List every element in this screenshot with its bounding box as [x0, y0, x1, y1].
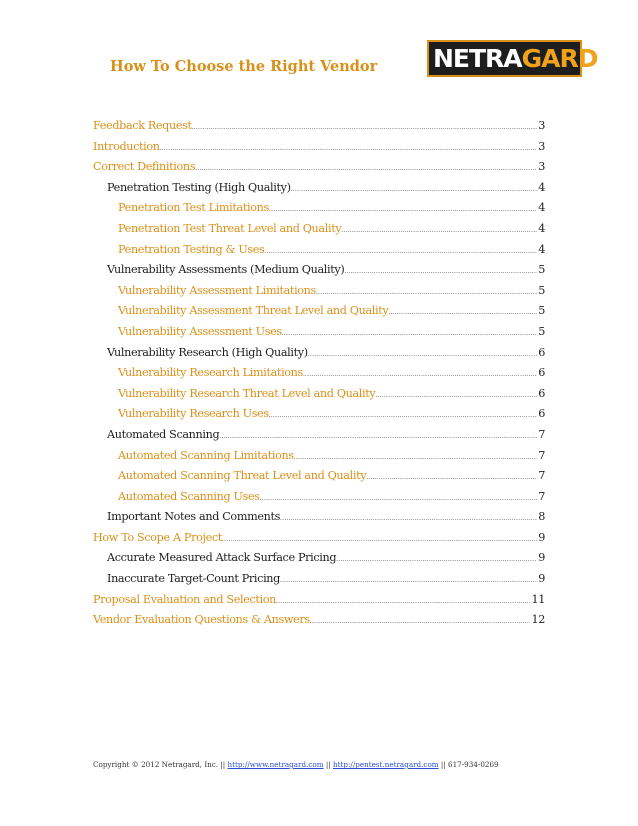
- toc-entry-title: Correct Definitions: [93, 160, 196, 174]
- toc-entry-page-number: 5: [538, 263, 545, 277]
- toc-entry-title: Vulnerability Assessment Uses: [118, 324, 282, 338]
- toc-entry-title: Vulnerability Research (High Quality): [107, 345, 308, 359]
- page-title: How To Choose the Right Vendor: [110, 58, 378, 75]
- toc-entry[interactable]: [93, 531, 545, 552]
- toc-entry-title: Penetration Test Threat Level and Quality: [118, 221, 342, 235]
- toc-dot-leader: [316, 284, 537, 297]
- toc-entry-page-number: 4: [538, 221, 545, 235]
- toc-entry-title: Feedback Request: [93, 119, 192, 132]
- footer-link-netragard[interactable]: http://www.netragard.com: [227, 760, 324, 769]
- toc-entry[interactable]: [93, 243, 545, 264]
- netragard-logo: [427, 40, 609, 77]
- toc-entry-title: Vulnerability Research Threat Level and Quality: [118, 386, 376, 400]
- toc-entry[interactable]: [93, 160, 545, 181]
- logo-trademark: TM: [598, 44, 609, 51]
- toc-entry[interactable]: [93, 490, 545, 511]
- toc-entry[interactable]: [93, 119, 545, 140]
- toc-entry[interactable]: [93, 387, 545, 408]
- toc-entry-page-number: 4: [538, 201, 545, 215]
- toc-entry-title: Penetration Test Limitations: [118, 201, 269, 215]
- toc-entry-title: Automated Scanning Limitations: [118, 448, 294, 462]
- toc-dot-leader: [222, 531, 537, 544]
- toc-dot-leader: [264, 243, 537, 256]
- toc-entry-page-number: 9: [538, 530, 545, 544]
- toc-entry[interactable]: [93, 304, 545, 325]
- toc-entry-page-number: 7: [538, 489, 545, 503]
- toc-entry[interactable]: [93, 428, 545, 449]
- toc-entry[interactable]: [93, 572, 545, 593]
- toc-entry-page-number: 5: [538, 304, 545, 318]
- toc-entry-page-number: 5: [538, 324, 545, 338]
- toc-dot-leader: [260, 490, 538, 503]
- toc-dot-leader: [280, 510, 537, 523]
- toc-entry[interactable]: [93, 449, 545, 470]
- toc-entry-page-number: 3: [538, 139, 545, 153]
- table-of-contents: [93, 119, 545, 634]
- toc-entry-title: Automated Scanning Uses: [118, 489, 260, 503]
- toc-entry-page-number: 7: [538, 469, 545, 483]
- toc-dot-leader: [282, 325, 537, 338]
- toc-dot-leader: [336, 551, 537, 564]
- toc-entry-title: Important Notes and Comments: [107, 510, 281, 524]
- footer-separator: ||: [323, 760, 333, 769]
- toc-entry-page-number: 6: [538, 345, 545, 359]
- toc-dot-leader: [366, 469, 537, 482]
- toc-entry-title: Vulnerability Research Limitations: [118, 366, 303, 380]
- toc-entry-page-number: 9: [538, 551, 545, 565]
- toc-entry-title: Penetration Testing (High Quality): [107, 180, 291, 194]
- toc-entry-title: Vendor Evaluation Questions & Answers: [93, 613, 310, 627]
- toc-dot-leader: [192, 119, 538, 132]
- toc-entry-title: Proposal Evaluation and Selection: [93, 592, 277, 606]
- toc-dot-leader: [219, 428, 537, 441]
- toc-entry[interactable]: [93, 346, 545, 367]
- toc-entry[interactable]: [93, 140, 545, 161]
- toc-entry[interactable]: [93, 407, 545, 428]
- footer-copyright: Copyright © 2012 Netragard, Inc. ||: [93, 760, 228, 769]
- toc-entry[interactable]: [93, 263, 545, 284]
- toc-entry-page-number: 4: [538, 242, 545, 256]
- toc-entry-page-number: 4: [538, 180, 545, 194]
- toc-entry[interactable]: [93, 325, 545, 346]
- toc-entry-page-number: 6: [538, 386, 545, 400]
- toc-entry[interactable]: [93, 181, 545, 202]
- toc-entry-title: Automated Scanning: [107, 427, 220, 441]
- toc-dot-leader: [269, 407, 537, 420]
- footer-link-pentest[interactable]: http://pentest.netragard.com: [332, 760, 439, 769]
- toc-dot-leader: [344, 263, 537, 276]
- toc-entry[interactable]: [93, 593, 545, 614]
- toc-entry[interactable]: [93, 613, 545, 634]
- toc-dot-leader: [375, 387, 537, 400]
- toc-entry-page-number: 3: [538, 160, 545, 174]
- toc-entry[interactable]: [93, 551, 545, 572]
- toc-dot-leader: [269, 201, 537, 214]
- toc-entry-title: Penetration Testing & Uses: [118, 242, 265, 256]
- toc-entry-title: Vulnerability Research Uses: [118, 407, 269, 421]
- footer-phone: || 617-934-0269: [438, 760, 499, 769]
- toc-dot-leader: [276, 593, 530, 606]
- toc-entry[interactable]: [93, 222, 545, 243]
- toc-entry[interactable]: [93, 284, 545, 305]
- toc-dot-leader: [280, 572, 537, 585]
- toc-dot-leader: [388, 304, 537, 317]
- toc-entry-title: Inaccurate Target-Count Pricing: [107, 572, 280, 586]
- toc-entry-page-number: 7: [538, 448, 545, 462]
- toc-entry-title: Vulnerability Assessment Limitations: [118, 283, 316, 297]
- toc-entry-page-number: 6: [538, 407, 545, 421]
- toc-entry[interactable]: [93, 366, 545, 387]
- toc-entry-page-number: 12: [531, 613, 545, 627]
- toc-entry-title: Automated Scanning Threat Level and Quality: [118, 469, 367, 483]
- toc-entry-page-number: 7: [538, 427, 545, 441]
- toc-entry-page-number: 11: [531, 592, 545, 606]
- toc-entry[interactable]: [93, 201, 545, 222]
- toc-entry-page-number: 5: [538, 283, 545, 297]
- toc-dot-leader: [308, 346, 537, 359]
- toc-entry-title: Vulnerability Assessment Threat Level and Quality: [118, 304, 389, 318]
- toc-entry-page-number: 3: [538, 119, 545, 132]
- toc-entry-title: How To Scope A Project: [93, 530, 222, 544]
- toc-entry[interactable]: [93, 469, 545, 490]
- footer: [93, 760, 499, 769]
- toc-entry-title: Vulnerability Assessments (Medium Quality): [107, 263, 345, 277]
- toc-entry-title: Accurate Measured Attack Surface Pricing: [107, 551, 337, 565]
- logo-text-gard: GARD: [521, 44, 598, 73]
- toc-dot-leader: [294, 449, 537, 462]
- toc-dot-leader: [310, 613, 531, 626]
- toc-dot-leader: [341, 222, 537, 235]
- toc-dot-leader: [195, 160, 537, 173]
- toc-entry[interactable]: [93, 510, 545, 531]
- toc-entry-page-number: 9: [538, 572, 545, 586]
- logo-text-netra: NETRA: [433, 44, 522, 73]
- toc-entry-title: Introduction: [93, 139, 160, 153]
- toc-dot-leader: [160, 140, 538, 153]
- toc-dot-leader: [303, 366, 537, 379]
- toc-entry-page-number: 6: [538, 366, 545, 380]
- toc-entry-page-number: 8: [538, 510, 545, 524]
- toc-dot-leader: [291, 181, 538, 194]
